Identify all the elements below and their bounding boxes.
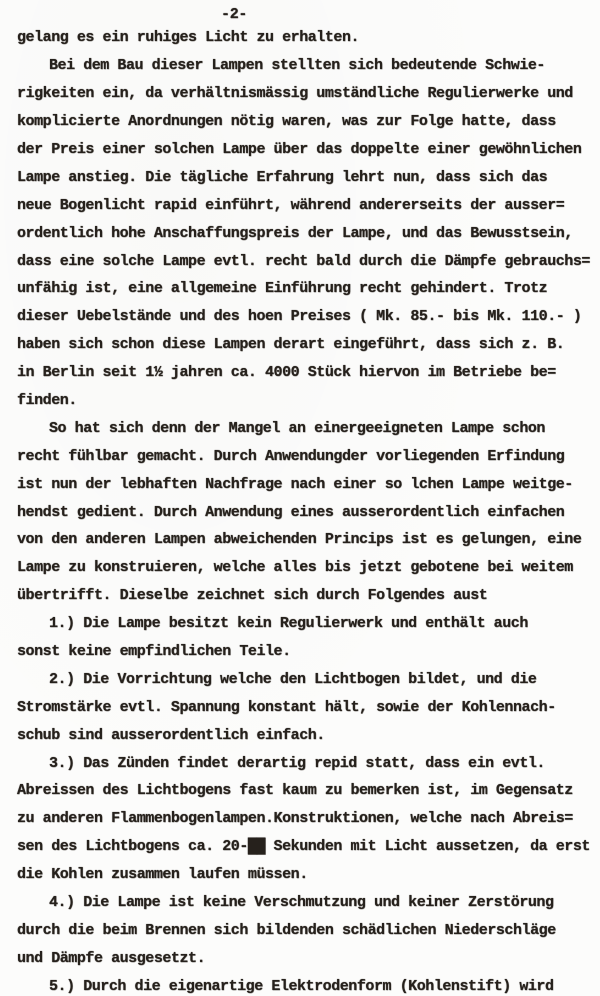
text-line: die Kohlen zusammen laufen müssen. (17, 866, 308, 884)
text-line: übertrifft. Dieselbe zeichnet sich durch Folgendes aust (17, 587, 488, 605)
text-line: neue Bogenlicht rapid einführt, während andererseits der ausser= (17, 196, 565, 214)
text-lines (17, 24, 595, 996)
text-line: schub sind ausserordentlich einfach. (17, 726, 325, 744)
text-line: hendst gedient. Durch Anwendung eines ausserordentlich einfachen (17, 503, 565, 521)
text-line: dass eine solche Lampe evtl. recht bald durch die Dämpfe gebrauchs= (17, 252, 590, 270)
text-line: zu anderen Flammenbogenlampen.Konstruktionen, welche nach Abreis= (17, 810, 573, 828)
text-line: So hat sich denn der Mangel an einergeeigneten Lampe schon (49, 419, 545, 437)
text-line: Lampe anstieg. Die tägliche Erfahrung lehrt nun, dass sich das (17, 168, 548, 186)
text-line: rigkeiten ein, da verhältnismässig umständliche Regulierwerke und (17, 85, 573, 103)
text-line: 3.) Das Zünden findet derartig repid statt, dass ein evtl. (49, 754, 545, 772)
text-line: ordentlich hohe Anschaffungspreis der Lampe, und das Bewusstsein, (17, 224, 573, 242)
page-number: -2- (221, 6, 248, 23)
text-line: der Preis einer solchen Lampe über das doppelte einer gewöhnlichen (17, 141, 582, 158)
text-line: recht fühlbar gemacht. Durch Anwendungder vorliegenden Erfindung (17, 447, 565, 465)
text-line: komplicierte Anordnungen nötig waren, was zur Folge hatte, dass (17, 113, 556, 131)
text-line: ist nun der lebhaften Nachfrage nach einer so lchen Lampe weitge- (17, 475, 573, 493)
text-line: haben sich schon diese Lampen derart eingeführt, dass sich z. B. (17, 336, 565, 354)
text-line: in Berlin seit 1½ jahren ca. 4000 Stück hiervon im Betriebe be= (17, 364, 556, 382)
text-line: sen des Lichtbogens ca. 20-██ Sekunden mit Licht aussetzen, da erst (17, 838, 590, 856)
text-line: unfähig ist, eine allgemeine Einführung recht gehindert. Trotz (17, 280, 548, 298)
text-line: 2.) Die Vorrichtung welche den Lichtbogen bildet, und die (49, 670, 537, 688)
text-line: und Dämpfe ausgesetzt. (17, 949, 206, 967)
text-line: von den anderen Lampen abweichenden Princips ist es gelungen, eine (17, 531, 582, 549)
text-line: Abreissen des Lichtbogens fast kaum zu bemerken ist, im Gegensatz (17, 782, 573, 800)
text-line: Lampe zu konstruieren, welche alles bis jetzt gebotene bei weitem (17, 559, 573, 577)
text-line: durch die beim Brennen sich bildenden schädlichen Niederschläge (17, 921, 556, 939)
text-line: dieser Uebelstände und des hoen Preises ( Mk. 85.- bis Mk. 110.- ) (17, 308, 582, 326)
text-line: Bei dem Bau dieser Lampen stellten sich bedeutende Schwie- (49, 57, 545, 75)
text-line: gelang es ein ruhiges Licht zu erhalten. (17, 29, 360, 47)
text-line: sonst keine empfindlichen Teile. (17, 643, 291, 661)
text-line: 1.) Die Lampe besitzt kein Regulierwerk und enthält auch (49, 615, 528, 633)
text-line: 5.) Durch die eigenartige Elektrodenform (Kohlenstift) wird (49, 977, 554, 995)
text-line: 4.) Die Lampe ist keine Verschmutzung und keiner Zerstörung (49, 894, 554, 912)
text-line: Stromstärke evtl. Spannung konstant hält, sowie der Kohlennach- (17, 698, 556, 716)
text-line: finden. (17, 392, 77, 410)
